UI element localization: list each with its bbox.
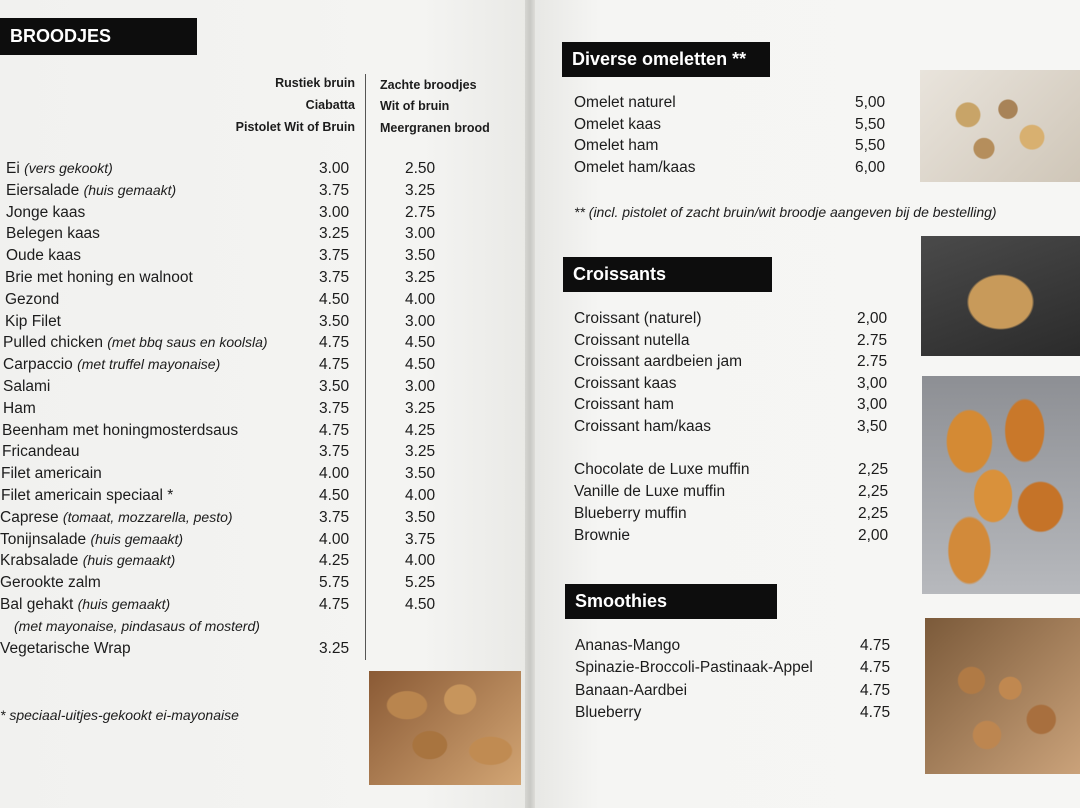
price-col2: 3.75: [405, 530, 436, 548]
item-name: Ham: [3, 399, 36, 417]
item-note: (met bbq saus en koolsla): [107, 334, 268, 351]
price-col1: 4.75: [319, 334, 350, 352]
item-name: Tonijnsalade: [0, 530, 87, 548]
price-col1: 3.25: [319, 225, 350, 243]
broodjes-item: [0, 509, 233, 527]
item-name: Vegetarische Wrap: [0, 639, 131, 657]
item-name: Belegen kaas: [6, 225, 100, 243]
menu-item-name: Omelet ham/kaas: [574, 159, 696, 177]
menu-item-name: Vanille de Luxe muffin: [574, 483, 726, 500]
price-col1: 4.00: [319, 530, 350, 548]
price-col2: 3.25: [405, 181, 436, 199]
price-col1: 3.75: [319, 181, 350, 199]
omeletten-header: Diverse omeletten **: [562, 42, 770, 77]
menu-item-price: 2,25: [858, 483, 889, 500]
menu-item-name: Chocolate de Luxe muffin: [574, 461, 750, 478]
menu-item-price: 4.75: [860, 703, 891, 721]
price-col2: 2.50: [405, 160, 436, 177]
croissant-basket-photo: [922, 376, 1080, 594]
menu-item-price: 3,00: [857, 374, 888, 392]
item-name: Filet americain: [1, 465, 102, 483]
item-name: Carpaccio: [3, 356, 73, 374]
page-fold: [525, 0, 535, 808]
price-col2: 3.00: [405, 378, 436, 395]
menu-item-price: 5,50: [855, 115, 886, 133]
item-name: Krabsalade: [0, 552, 79, 570]
menu-item-name: Ananas-Mango: [575, 637, 681, 654]
price-col1: 4.75: [319, 356, 350, 374]
col2-header-3: Meergranen brood: [380, 121, 490, 135]
menu-item-name: Omelet naturel: [574, 94, 676, 111]
price-col1: 4.75: [319, 596, 350, 613]
item-note: (huis gemaakt): [83, 181, 177, 198]
menu-item-price: 2,25: [858, 461, 889, 478]
item-name: Oude kaas: [6, 247, 81, 265]
item-note: (huis gemaakt): [90, 530, 184, 547]
price-col1: 3.75: [319, 269, 350, 286]
menu-item-name: Croissant ham: [574, 396, 674, 414]
price-col1: 3.25: [319, 639, 350, 657]
price-col2: 3.50: [405, 247, 436, 265]
price-col1: 3.75: [319, 399, 350, 417]
price-col1: 3.75: [319, 443, 350, 461]
menu-item-name: Blueberry muffin: [574, 505, 687, 522]
price-col2: 4.00: [405, 290, 436, 308]
buns-tray-photo: [925, 618, 1080, 774]
menu-item-price: 4.75: [860, 637, 891, 654]
menu-item-name: Omelet kaas: [574, 115, 662, 133]
item-name: Ei: [6, 160, 20, 177]
sandwich-platter-photo: [920, 70, 1080, 182]
menu-item-price: 4.75: [860, 659, 891, 677]
item-note: (huis gemaakt): [77, 596, 171, 612]
baguette-photo: [921, 236, 1080, 356]
price-col2: 4.50: [405, 334, 436, 352]
price-col1: 4.00: [319, 465, 350, 483]
item-name: Caprese: [0, 508, 59, 526]
col2-header-1: Zachte broodjes: [380, 78, 477, 92]
broodjes-item: [0, 640, 131, 658]
menu-item-price: 2,00: [857, 310, 888, 327]
item-name: Filet americain speciaal *: [1, 487, 174, 504]
menu-item-name: Blueberry: [575, 703, 642, 721]
menu-item-price: 3,50: [857, 418, 888, 435]
broodjes-item: [0, 531, 183, 549]
item-note: (met mayonaise, pindasaus of mosterd): [14, 617, 260, 634]
broodjes-item: [0, 552, 175, 570]
broodjes-item: [14, 618, 260, 636]
broodjes-item: [5, 269, 193, 287]
item-note: (huis gemaakt): [82, 552, 176, 569]
menu-item-name: Croissant nutella: [574, 331, 690, 349]
price-col2: 3.25: [405, 269, 436, 286]
menu-item-price: 6,00: [855, 159, 886, 177]
price-col1: 4.50: [319, 487, 350, 504]
price-col2: 3.50: [405, 508, 436, 526]
item-name: Brie met honing en walnoot: [5, 269, 193, 286]
menu-item-name: Banaan-Aardbei: [575, 681, 688, 699]
price-col1: 3.50: [319, 312, 350, 330]
price-col2: 4.25: [405, 421, 436, 439]
column-divider: [365, 74, 366, 660]
menu-item-price: 2.75: [857, 331, 888, 349]
price-col1: 4.50: [319, 290, 350, 308]
price-col2: 4.00: [405, 487, 436, 504]
broodjes-item: [3, 356, 220, 374]
item-name: Eiersalade: [6, 181, 80, 199]
item-name: Jonge kaas: [6, 203, 86, 221]
item-name: Gezond: [5, 290, 60, 308]
price-col2: 3.00: [405, 225, 436, 243]
smoothies-header: Smoothies: [565, 584, 777, 619]
broodjes-item: [1, 487, 173, 505]
menu-item-name: Brownie: [574, 527, 630, 544]
price-col1: 4.25: [319, 552, 350, 570]
broodjes-item: [3, 378, 50, 396]
item-name: Salami: [3, 378, 51, 395]
price-col2: 5.25: [405, 574, 436, 592]
price-col1: 3.50: [319, 378, 350, 395]
broodjes-item: [0, 596, 170, 614]
item-note: (met truffel mayonaise): [77, 356, 221, 373]
col1-header-3: Pistolet Wit of Bruin: [235, 120, 355, 134]
price-col2: 4.00: [405, 552, 436, 570]
col1-header-1: Rustiek bruin: [275, 76, 355, 90]
broodjes-item: [0, 574, 101, 592]
menu-item-price: 3,00: [857, 396, 888, 414]
price-col1: 3.75: [319, 508, 350, 526]
price-col2: 3.25: [405, 443, 436, 461]
price-col1: 4.75: [319, 421, 350, 439]
broodjes-footnote: * speciaal-uitjes-gekookt ei-mayonaise: [0, 707, 239, 723]
menu-item-name: Omelet ham: [574, 137, 659, 155]
broodjes-item: [5, 291, 59, 309]
broodjes-header: BROODJES: [0, 18, 197, 55]
broodjes-item: [6, 225, 100, 243]
item-note: (vers gekookt): [24, 160, 113, 176]
price-col2: 2.75: [405, 203, 436, 221]
menu-item-price: 2,25: [858, 505, 889, 522]
broodjes-item: [3, 334, 268, 352]
broodjes-item: [2, 443, 80, 461]
broodjes-item: [6, 247, 81, 265]
price-col1: 3.00: [319, 203, 350, 221]
broodjes-item: [6, 160, 113, 178]
broodjes-item: [2, 422, 238, 440]
menu-item-name: Spinazie-Broccoli-Pastinaak-Appel: [575, 659, 813, 677]
broodjes-item: [5, 313, 61, 331]
menu-item-price: 4.75: [860, 681, 891, 699]
croissants-header: Croissants: [563, 257, 772, 292]
item-name: Bal gehakt: [0, 596, 74, 613]
col1-header-2: Ciabatta: [305, 98, 355, 112]
price-col2: 4.50: [405, 356, 436, 374]
price-col1: 3.75: [319, 247, 350, 265]
broodjes-item: [6, 204, 85, 222]
item-name: Kip Filet: [5, 312, 61, 330]
price-col2: 4.50: [405, 596, 436, 613]
menu-item-price: 2,00: [858, 527, 889, 544]
bread-rolls-photo: [369, 671, 521, 785]
omeletten-footnote: ** (incl. pistolet of zacht bruin/wit broodje aangeven bij de bestelling): [574, 204, 997, 220]
item-name: Pulled chicken: [3, 334, 103, 352]
item-name: Gerookte zalm: [0, 574, 101, 592]
price-col2: 3.50: [405, 465, 436, 483]
menu-item-price: 2.75: [857, 353, 888, 371]
price-col2: 3.25: [405, 399, 436, 417]
price-col2: 3.00: [405, 312, 436, 330]
menu-item-name: Croissant ham/kaas: [574, 418, 711, 435]
price-col1: 5.75: [319, 574, 350, 592]
price-col1: 3.00: [319, 160, 350, 177]
menu-item-name: Croissant (naturel): [574, 310, 702, 327]
item-name: Beenham met honingmosterdsaus: [2, 421, 239, 439]
broodjes-item: [3, 400, 36, 418]
col2-header-2: Wit of bruin: [380, 99, 450, 113]
menu-item-name: Croissant aardbeien jam: [574, 353, 743, 371]
menu-item-name: Croissant kaas: [574, 374, 677, 392]
broodjes-item: [6, 182, 176, 200]
item-name: Fricandeau: [2, 443, 80, 461]
menu-item-price: 5,50: [855, 137, 886, 155]
item-note: (tomaat, mozzarella, pesto): [62, 508, 233, 525]
menu-item-price: 5,00: [855, 94, 886, 111]
broodjes-item: [1, 465, 102, 483]
